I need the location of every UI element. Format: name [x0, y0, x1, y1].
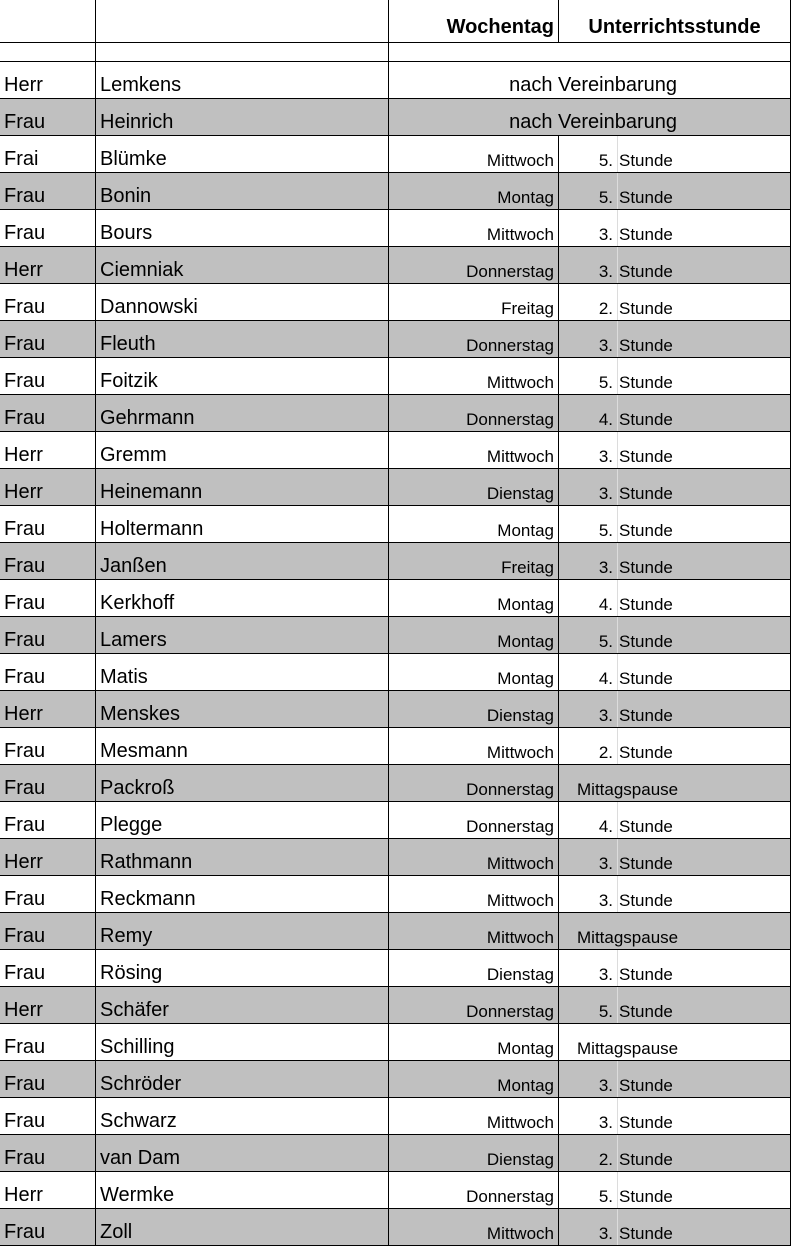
stunde-number: 3. — [598, 965, 613, 984]
name-cell: Rathmann — [95, 839, 388, 875]
anrede-cell: Herr — [4, 258, 43, 281]
mittagspause-label: Mittagspause — [577, 928, 679, 947]
stunde-number: 3. — [598, 1076, 613, 1095]
anrede-cell: Herr — [4, 1183, 43, 1206]
name-cell: Holtermann — [95, 506, 388, 542]
cell-gridline — [617, 247, 618, 283]
cell-gridline — [617, 210, 618, 246]
wochentag-cell: Montag — [388, 173, 558, 209]
wochentag-cell: Mittwoch — [388, 728, 558, 764]
wochentag-cell: Dienstag — [388, 950, 558, 986]
cell-gridline — [617, 395, 618, 431]
name-cell: Schäfer — [95, 987, 388, 1023]
wochentag-cell: Freitag — [388, 543, 558, 579]
cell-gridline — [617, 950, 618, 986]
stunde-number: 3. — [598, 706, 613, 725]
anrede-cell: Frau — [4, 406, 46, 429]
stunde-number: 3. — [598, 484, 613, 503]
wochentag-cell: Donnerstag — [388, 321, 558, 357]
anrede-cell: Frau — [4, 1109, 46, 1132]
stunde-cell — [558, 839, 791, 875]
stunde-unit: Stunde — [619, 336, 673, 355]
stunde-unit: Stunde — [619, 447, 673, 466]
anrede-cell: Frau — [4, 776, 46, 799]
stunde-cell — [558, 1209, 791, 1245]
stunde-unit: Stunde — [619, 151, 673, 170]
name-cell: Schröder — [95, 1061, 388, 1097]
table-row — [0, 1135, 791, 1172]
name-cell: Janßen — [95, 543, 388, 579]
stunde-number: 5. — [598, 1187, 613, 1206]
stunde-cell — [558, 876, 791, 912]
stunde-number: 4. — [598, 410, 613, 429]
table-row — [0, 950, 791, 987]
mittagspause-label: Mittagspause — [577, 1039, 679, 1058]
cell-gridline — [617, 358, 618, 394]
name-cell: Remy — [95, 913, 388, 949]
wochentag-cell: Donnerstag — [388, 247, 558, 283]
stunde-number: 3. — [598, 1113, 613, 1132]
anrede-cell: Frau — [4, 554, 46, 577]
anrede-cell: Frau — [4, 184, 46, 207]
wochentag-cell: Mittwoch — [388, 210, 558, 246]
stunde-unit: Stunde — [619, 669, 673, 688]
cell-gridline — [617, 580, 618, 616]
stunde-unit: Stunde — [619, 743, 673, 762]
stunde-number: 3. — [598, 891, 613, 910]
stunde-cell — [558, 395, 791, 431]
anrede-cell: Frau — [4, 1220, 46, 1243]
table-row — [0, 691, 791, 728]
cell-gridline — [617, 802, 618, 838]
anrede-cell: Herr — [4, 73, 43, 96]
wochentag-cell: Mittwoch — [388, 136, 558, 172]
stunde-unit: Stunde — [619, 965, 673, 984]
stunde-cell — [558, 765, 791, 801]
stunde-cell — [558, 728, 791, 764]
stunde-cell — [558, 691, 791, 727]
stunde-unit: Stunde — [619, 188, 673, 207]
cell-gridline — [617, 691, 618, 727]
stunde-unit: Stunde — [619, 1002, 673, 1021]
name-cell: Bonin — [95, 173, 388, 209]
name-cell: Reckmann — [95, 876, 388, 912]
name-cell: Kerkhoff — [95, 580, 388, 616]
name-cell: Fleuth — [95, 321, 388, 357]
table-row — [0, 913, 791, 950]
table-row — [0, 247, 791, 284]
stunde-number: 2. — [598, 1150, 613, 1169]
stunde-number: 4. — [598, 669, 613, 688]
anrede-cell: Herr — [4, 998, 43, 1021]
name-cell: Zoll — [95, 1209, 388, 1245]
anrede-cell: Frau — [4, 591, 46, 614]
name-cell: Lamers — [95, 617, 388, 653]
stunde-unit: Stunde — [619, 484, 673, 503]
cell-gridline — [617, 987, 618, 1023]
stunde-cell — [558, 210, 791, 246]
spacer-row — [0, 43, 791, 62]
stunde-number: 5. — [598, 151, 613, 170]
stunde-cell — [558, 617, 791, 653]
header-name-cell — [95, 0, 388, 42]
name-cell: Schilling — [95, 1024, 388, 1060]
anrede-cell: Frau — [4, 295, 46, 318]
cell-gridline — [617, 469, 618, 505]
stunde-number: 3. — [598, 1224, 613, 1243]
wochentag-cell: Montag — [388, 617, 558, 653]
wochentag-cell: Mittwoch — [388, 1098, 558, 1134]
stunde-cell — [558, 543, 791, 579]
spacer-divider — [388, 43, 389, 62]
table-row — [0, 62, 791, 99]
anrede-cell: Frau — [4, 221, 46, 244]
cell-gridline — [617, 876, 618, 912]
wochentag-cell: Mittwoch — [388, 432, 558, 468]
wochentag-cell: Montag — [388, 580, 558, 616]
stunde-unit: Stunde — [619, 817, 673, 836]
anrede-cell: Frau — [4, 813, 46, 836]
name-cell: Foitzik — [95, 358, 388, 394]
anrede-cell: Frau — [4, 961, 46, 984]
stunde-number: 5. — [598, 1002, 613, 1021]
name-cell: Mesmann — [95, 728, 388, 764]
table-row — [0, 1209, 791, 1246]
stunde-unit: Stunde — [619, 632, 673, 651]
stunde-unit: Stunde — [619, 1187, 673, 1206]
name-cell: Rösing — [95, 950, 388, 986]
name-cell: Menskes — [95, 691, 388, 727]
stunde-cell — [558, 950, 791, 986]
stunde-cell — [558, 173, 791, 209]
table-row — [0, 765, 791, 802]
anrede-cell: Frau — [4, 887, 46, 910]
stunde-number: 3. — [598, 854, 613, 873]
wochentag-cell: Freitag — [388, 284, 558, 320]
table-row — [0, 1024, 791, 1061]
name-cell: van Dam — [95, 1135, 388, 1171]
cell-gridline — [617, 654, 618, 690]
stunde-number: 3. — [598, 336, 613, 355]
table-row — [0, 839, 791, 876]
anrede-cell: Frau — [4, 665, 46, 688]
wochentag-cell: Donnerstag — [388, 1172, 558, 1208]
wochentag-cell: Donnerstag — [388, 395, 558, 431]
anrede-cell: Herr — [4, 480, 43, 503]
stunde-cell — [558, 284, 791, 320]
table-row — [0, 580, 791, 617]
name-cell: Heinemann — [95, 469, 388, 505]
name-cell: Packroß — [95, 765, 388, 801]
stunde-cell — [558, 802, 791, 838]
stunde-number: 5. — [598, 188, 613, 207]
table-row — [0, 210, 791, 247]
table-row — [0, 987, 791, 1024]
wochentag-cell: Dienstag — [388, 1135, 558, 1171]
wochentag-cell: Dienstag — [388, 691, 558, 727]
wochentag-cell: Mittwoch — [388, 358, 558, 394]
wochentag-cell: Donnerstag — [388, 765, 558, 801]
stunde-unit: Stunde — [619, 891, 673, 910]
table-row — [0, 506, 791, 543]
stunde-number: 4. — [598, 595, 613, 614]
stunde-cell — [558, 654, 791, 690]
stunde-number: 5. — [598, 521, 613, 540]
header-unterrichtsstunde: Unterrichtsstunde — [558, 0, 791, 42]
anrede-cell: Frau — [4, 1072, 46, 1095]
anrede-cell: Herr — [4, 850, 43, 873]
spacer-divider — [95, 43, 96, 62]
cell-gridline — [617, 432, 618, 468]
anrede-cell: Frau — [4, 1146, 46, 1169]
wochentag-cell: Mittwoch — [388, 876, 558, 912]
cell-gridline — [617, 617, 618, 653]
name-cell: Lemkens — [95, 62, 388, 98]
wochentag-cell: Mittwoch — [388, 913, 558, 949]
cell-gridline — [617, 1135, 618, 1171]
stunde-number: 5. — [598, 373, 613, 392]
stunde-unit: Stunde — [619, 854, 673, 873]
name-cell: Heinrich — [95, 99, 388, 135]
wochentag-cell: Donnerstag — [388, 987, 558, 1023]
stunde-number: 3. — [598, 262, 613, 281]
name-cell: Wermke — [95, 1172, 388, 1208]
wochentag-cell: Mittwoch — [388, 1209, 558, 1245]
stunde-unit: Stunde — [619, 373, 673, 392]
wochentag-cell: Montag — [388, 1061, 558, 1097]
table-header-row — [0, 0, 791, 43]
anrede-cell: Frau — [4, 332, 46, 355]
stunde-unit: Stunde — [619, 410, 673, 429]
vereinbarung-cell: nach Vereinbarung — [388, 99, 791, 135]
stunde-number: 2. — [598, 743, 613, 762]
stunde-number: 2. — [598, 299, 613, 318]
stunde-cell — [558, 247, 791, 283]
cell-gridline — [617, 1061, 618, 1097]
wochentag-cell: Montag — [388, 654, 558, 690]
table-row — [0, 617, 791, 654]
stunde-cell — [558, 580, 791, 616]
table-row — [0, 1098, 791, 1135]
wochentag-cell: Donnerstag — [388, 802, 558, 838]
stunde-cell — [558, 321, 791, 357]
stunde-cell — [558, 432, 791, 468]
cell-gridline — [617, 321, 618, 357]
anrede-cell: Herr — [4, 702, 43, 725]
table-row — [0, 728, 791, 765]
wochentag-cell: Dienstag — [388, 469, 558, 505]
table-row — [0, 876, 791, 913]
mittagspause-label: Mittagspause — [577, 780, 679, 799]
stunde-cell — [558, 1024, 791, 1060]
stunde-number: 4. — [598, 817, 613, 836]
table-row — [0, 654, 791, 691]
stunde-cell — [558, 136, 791, 172]
table-row — [0, 469, 791, 506]
table-row — [0, 543, 791, 580]
cell-gridline — [617, 1098, 618, 1134]
stunde-cell — [558, 1061, 791, 1097]
name-cell: Bours — [95, 210, 388, 246]
anrede-cell: Frau — [4, 1035, 46, 1058]
table-row — [0, 173, 791, 210]
cell-gridline — [617, 506, 618, 542]
name-cell: Schwarz — [95, 1098, 388, 1134]
cell-gridline — [617, 173, 618, 209]
table-row — [0, 802, 791, 839]
table-row — [0, 99, 791, 136]
name-cell: Gehrmann — [95, 395, 388, 431]
stunde-cell — [558, 1135, 791, 1171]
stunde-cell — [558, 1098, 791, 1134]
name-cell: Matis — [95, 654, 388, 690]
spacer-divider — [790, 43, 791, 62]
header-anrede-cell — [0, 0, 95, 42]
stunde-number: 5. — [598, 632, 613, 651]
stunde-unit: Stunde — [619, 1113, 673, 1132]
anrede-cell: Frai — [4, 147, 39, 170]
name-cell: Blümke — [95, 136, 388, 172]
stunde-number: 3. — [598, 225, 613, 244]
stunde-unit: Stunde — [619, 558, 673, 577]
wochentag-cell: Montag — [388, 1024, 558, 1060]
stunde-unit: Stunde — [619, 262, 673, 281]
cell-gridline — [617, 284, 618, 320]
cell-gridline — [617, 728, 618, 764]
stunde-number: 3. — [598, 558, 613, 577]
cell-gridline — [617, 543, 618, 579]
stunde-cell — [558, 1172, 791, 1208]
cell-gridline — [617, 136, 618, 172]
header-wochentag: Wochentag — [388, 0, 558, 42]
anrede-cell: Frau — [4, 110, 46, 133]
stunde-cell — [558, 469, 791, 505]
anrede-cell: Frau — [4, 628, 46, 651]
vereinbarung-cell: nach Vereinbarung — [388, 62, 791, 98]
stunde-cell — [558, 358, 791, 394]
stunde-unit: Stunde — [619, 1150, 673, 1169]
stunde-cell — [558, 987, 791, 1023]
stunde-cell — [558, 506, 791, 542]
stunde-unit: Stunde — [619, 706, 673, 725]
anrede-cell: Frau — [4, 924, 46, 947]
stunde-unit: Stunde — [619, 1076, 673, 1095]
table-row — [0, 1172, 791, 1209]
name-cell: Ciemniak — [95, 247, 388, 283]
stunde-unit: Stunde — [619, 225, 673, 244]
name-cell: Dannowski — [95, 284, 388, 320]
name-cell: Plegge — [95, 802, 388, 838]
stunde-unit: Stunde — [619, 299, 673, 318]
table-row — [0, 432, 791, 469]
stunde-number: 3. — [598, 447, 613, 466]
cell-gridline — [617, 1209, 618, 1245]
table-row — [0, 1061, 791, 1098]
stunde-cell — [558, 913, 791, 949]
table-row — [0, 358, 791, 395]
anrede-cell: Frau — [4, 739, 46, 762]
wochentag-cell: Mittwoch — [388, 839, 558, 875]
stunde-unit: Stunde — [619, 1224, 673, 1243]
anrede-cell: Frau — [4, 369, 46, 392]
stunde-unit: Stunde — [619, 595, 673, 614]
wochentag-cell: Montag — [388, 506, 558, 542]
cell-gridline — [617, 1172, 618, 1208]
table-row — [0, 395, 791, 432]
stunde-unit: Stunde — [619, 521, 673, 540]
cell-gridline — [617, 839, 618, 875]
name-cell: Gremm — [95, 432, 388, 468]
table-row — [0, 321, 791, 358]
table-row — [0, 136, 791, 173]
anrede-cell: Herr — [4, 443, 43, 466]
anrede-cell: Frau — [4, 517, 46, 540]
table-row — [0, 284, 791, 321]
